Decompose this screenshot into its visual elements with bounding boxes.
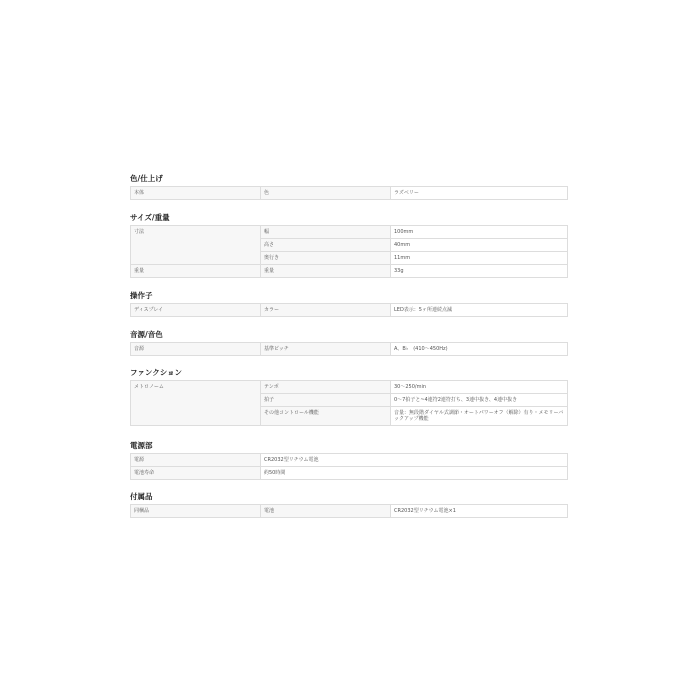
section-functions bbox=[130, 368, 567, 426]
row-label: 寸法 bbox=[131, 226, 261, 265]
section-title: ファンクション bbox=[130, 368, 183, 377]
section-accessories bbox=[130, 492, 567, 518]
row-value: 40mm bbox=[391, 239, 568, 252]
section-title: 色/仕上げ bbox=[130, 174, 163, 183]
section-size-weight bbox=[130, 213, 567, 278]
row-sublabel: 高さ bbox=[261, 239, 391, 252]
table-row bbox=[131, 454, 568, 467]
row-label: 電池寿命 bbox=[131, 467, 261, 480]
row-value: 音量：無段階ダイヤル式調節・オートパワーオフ（解除）有り・メモリーバックアップ機能 bbox=[391, 407, 568, 426]
row-sublabel: 幅 bbox=[261, 226, 391, 239]
row-value: 33g bbox=[391, 265, 568, 278]
section-title: 付属品 bbox=[130, 492, 153, 501]
row-sublabel: テンポ bbox=[261, 381, 391, 394]
section-title: サイズ/重量 bbox=[130, 213, 170, 222]
table-row bbox=[131, 381, 568, 394]
row-value: ラズベリー bbox=[391, 187, 568, 200]
section-title: 電源部 bbox=[130, 441, 153, 450]
table-row bbox=[131, 187, 568, 200]
row-sublabel: 重量 bbox=[261, 265, 391, 278]
row-label: 同梱品 bbox=[131, 505, 261, 518]
section-title: 操作子 bbox=[130, 291, 153, 300]
row-label: メトロノーム bbox=[131, 381, 261, 426]
row-label: 音源 bbox=[131, 343, 261, 356]
spec-table bbox=[130, 453, 568, 480]
row-sublabel: その他コントロール機能 bbox=[261, 407, 391, 426]
row-label: 重量 bbox=[131, 265, 261, 278]
row-sublabel: 基準ピッチ bbox=[261, 343, 391, 356]
row-value: LED表示：5ヶ所連続点滅 bbox=[391, 304, 568, 317]
section-color-finish bbox=[130, 174, 567, 200]
row-value: CR2032型リチウム電池 bbox=[261, 454, 568, 467]
spec-table bbox=[130, 342, 568, 356]
row-sublabel: 奥行き bbox=[261, 252, 391, 265]
row-value: 約50時間 bbox=[261, 467, 568, 480]
row-label: 本体 bbox=[131, 187, 261, 200]
table-row bbox=[131, 343, 568, 356]
row-sublabel: 電池 bbox=[261, 505, 391, 518]
row-sublabel: カラー bbox=[261, 304, 391, 317]
table-row bbox=[131, 226, 568, 239]
row-value: 30～250/min bbox=[391, 381, 568, 394]
row-sublabel: 拍子 bbox=[261, 394, 391, 407]
table-row bbox=[131, 505, 568, 518]
row-label: ディスプレイ bbox=[131, 304, 261, 317]
spec-table bbox=[130, 303, 568, 317]
section-controls bbox=[130, 291, 567, 317]
row-value: CR2032型リチウム電池×1 bbox=[391, 505, 568, 518]
section-title: 音源/音色 bbox=[130, 330, 163, 339]
row-value: 100mm bbox=[391, 226, 568, 239]
spec-table bbox=[130, 225, 568, 278]
row-sublabel: 色 bbox=[261, 187, 391, 200]
section-sound-source bbox=[130, 330, 567, 356]
table-row bbox=[131, 467, 568, 480]
table-row bbox=[131, 304, 568, 317]
spec-table bbox=[130, 380, 568, 426]
table-row bbox=[131, 265, 568, 278]
spec-table bbox=[130, 504, 568, 518]
row-value: 0～7拍子と~4連符2連符打ち、3連中抜き、4連中抜き bbox=[391, 394, 568, 407]
spec-table bbox=[130, 186, 568, 200]
row-value: 11mm bbox=[391, 252, 568, 265]
section-power bbox=[130, 441, 567, 480]
row-value: A、B♭ (410～450Hz) bbox=[391, 343, 568, 356]
row-label: 電源 bbox=[131, 454, 261, 467]
